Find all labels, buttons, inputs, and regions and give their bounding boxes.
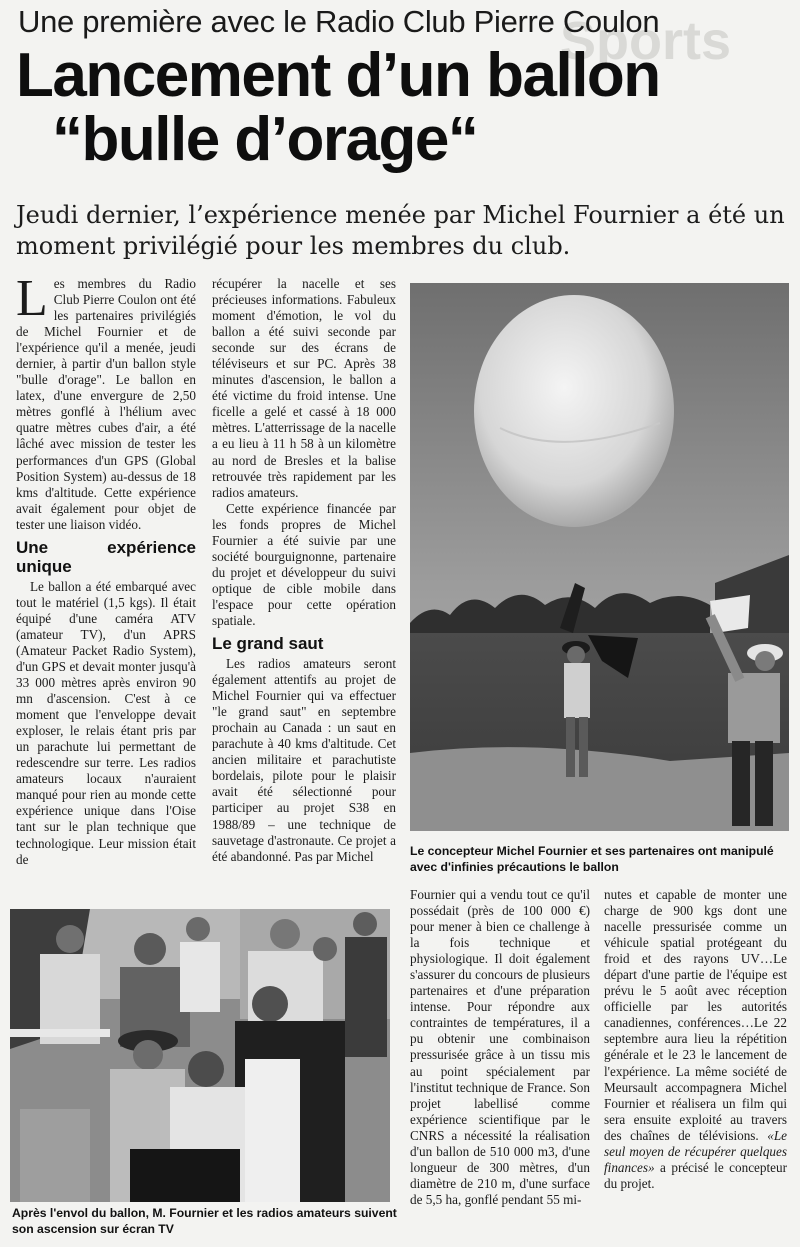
subhead-experience-unique: Une expérience unique <box>16 537 196 576</box>
kicker: Une première avec le Radio Club Pierre Coulon <box>18 4 660 39</box>
body-text: nutes et capable de monter une charge de 900 kgs dont une nacelle pressurisée comme un véhicule spatial protégeant du froid et des rayons UV…Le départ d'une partie de l'équipe est prévu le 5 août avec réception officielle par les autorités canadiennes, conférences…Le 22 septembre aura lieu la répétition générale et le 23 le lancement de l'expérience. La même société de Meursault accompagnera Michel Fournier et réalisera un film qui sera ensuite exploité au travers des chaînes de télévisions. <box>604 887 787 1143</box>
article-column-2 <box>212 276 396 865</box>
radio-amateurs-screen-photo <box>10 909 390 1202</box>
drop-cap: L <box>16 270 48 327</box>
quote: «Le seul moyen de récupérer quelques finances» <box>604 1127 787 1175</box>
body-paragraph: Les radios amateurs seront également attentifs au projet de Michel Fournier qui va effectuer "le grand saut" en septembre prochain au Canada : un saut en parachute à 40 kms d'altitude. Cet ancien militaire et parachutiste bordelais, pilote pour le plaisir avait été sélectionné pour participer au projet S38 en 1988/89 – une technique de sauvetage d'astronaute. Ce projet a été abandonné. Pas par Michel <box>212 656 396 864</box>
screen-photo-caption: Après l'envol du ballon, M. Fournier et les radios amateurs suivent son ascension sur écran TV <box>12 1206 397 1236</box>
bleed-through-text: Sports <box>560 11 732 71</box>
balloon-photo-caption: Le concepteur Michel Fournier et ses partenaires ont manipulé avec d'infinies précautions le ballon <box>410 844 774 874</box>
headline-line-2: “bulle d’orage“ <box>52 105 478 174</box>
headline <box>16 41 660 174</box>
headline-line-1: Lancement d’un ballon <box>16 41 660 110</box>
intro-text: es membres du Radio Club Pierre Coulon ont été les partenaires privilégiés de Michel Fournier et de l'expérience qu'il a menée, jeudi dernier, à partir d'un ballon style "bulle d'orage". Le ballon en latex, d'une envergure de 2,50 mètres gonflé à l'hélium avec quatre mètres cubes d'air, a été lâché avec mission de tester les performances d'un GPS (Global Position System) au-dessus de 18 kms d'altitude. Cette expérience avait également pour objet de tester une liaison vidéo. <box>16 276 196 532</box>
intro-paragraph <box>16 270 196 533</box>
balloon-launch-photo <box>410 283 789 831</box>
body-text: a précisé le concepteur du projet. <box>604 1159 787 1191</box>
article-column-4 <box>604 887 787 1192</box>
body-paragraph: Fournier qui a vendu tout ce qu'il possédait (près de 100 000 €) pour mener à bien ce challenge à la fois technique et physiologique. Il doit également s'assurer du concours de plusieurs partenaires et d'une préparation intense. Pour répondre aux contraintes de températures, il a pu obtenir une combinaison pressurisée grâce à un tissu mis au point spécialement par l'institut technique de France. Son projet labellisé comme expérience scientifique par le CNRS a nécessité la réalisation d'un ballon de 510 000 m3, d'une longueur de 300 mètres, d'un diamètre de 210 m, d'une surface de 5,5 ha, gonflé pendant 55 mi- <box>410 887 590 1207</box>
subhead-grand-saut: Le grand saut <box>212 634 324 654</box>
body-paragraph: récupérer la nacelle et ses précieuses informations. Fabuleux moment d'émotion, le vol du ballon a été suivi seconde par seconde sur des écrans de téléviseurs et sur PC. Après 38 minutes d'ascension, le ballon a été victime du froid intense. Une ficelle a gelé et cassé à 18 000 mètres. L'atterrissage de la nacelle a eu lieu à 11 h 58 à un kilomètre au nord de Bresles et la balise retrouvée très rapidement par les radios amateurs. <box>212 276 396 500</box>
radio-amateurs-screen-photo-image <box>10 909 390 1202</box>
article-column-1 <box>16 270 196 868</box>
standfirst: Jeudi dernier, l’expérience menée par Michel Fournier a été un moment privilégié pour les membres du club. <box>16 201 785 260</box>
article-column-3 <box>410 887 590 1208</box>
balloon-launch-photo-image <box>410 283 789 831</box>
body-paragraph <box>604 887 787 1192</box>
body-paragraph: Le ballon a été embarqué avec tout le matériel (1,5 kgs). Il était équipé d'une caméra ATV (amateur TV), d'un APRS (Amateur Packet Radio System), d'un GPS et devait monter jusqu'à 33 000 mètres après environ 90 mn d'ascension. C'est à ce moment que l'enveloppe devait exploser, le relais étant pris par un parachute lui permettant de redescendre sur terre. Les radios amateurs locaux n'auraient manqué pour rien au monde cette expérience unique dans l'Oise tant sur le plan technique que technologique. Leur mission était de <box>16 578 196 867</box>
body-paragraph: Cette expérience financée par les fonds propres de Michel Fournier a été suivie par une société bourguignonne, partenaire du projet et développeur du suivi optique de cible mobile dans l'espace pour cette opération spatiale. <box>212 500 396 628</box>
